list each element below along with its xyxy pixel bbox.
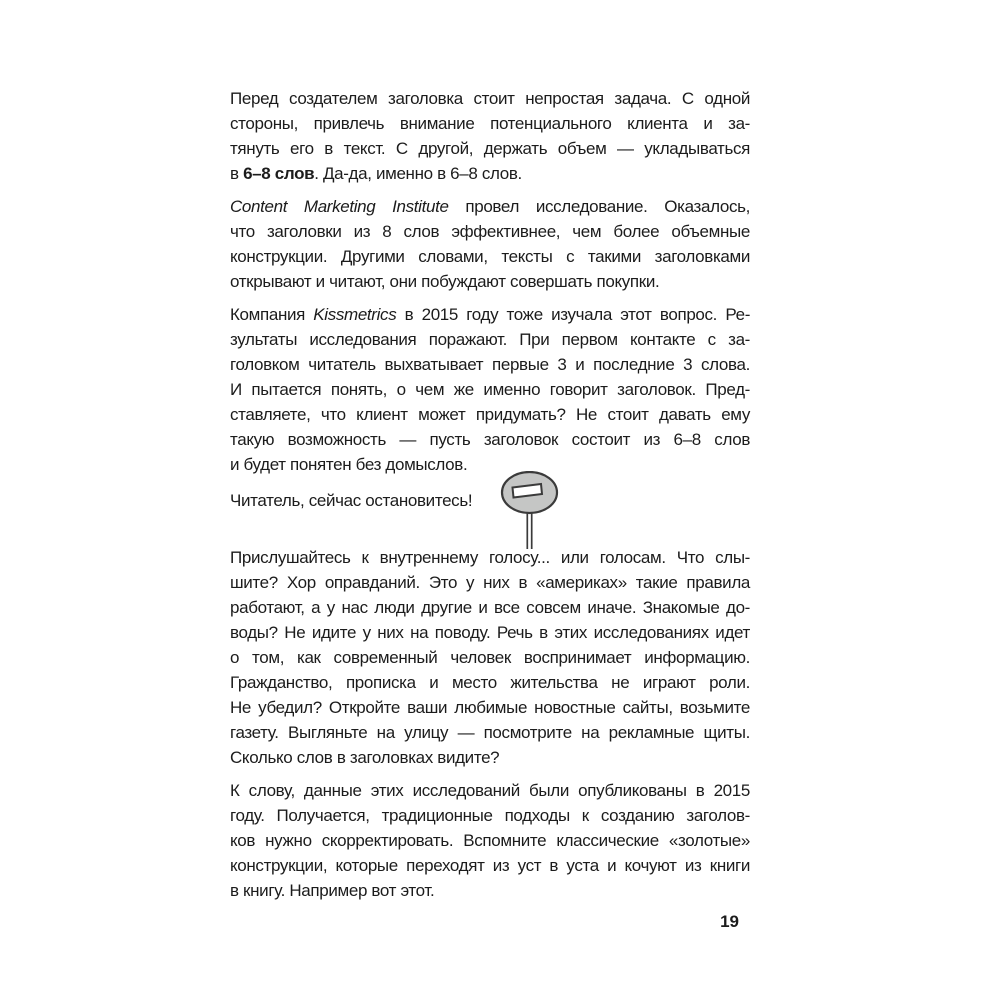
text-line [230, 302, 750, 327]
text-run: конструкции, которые переходят из уст в уста и кочуют из книги [230, 856, 750, 875]
text-line [230, 161, 750, 186]
text-line [230, 352, 750, 377]
text-line [230, 645, 750, 670]
text-run: головком читатель выхватывает первые 3 и последние 3 слова. [230, 355, 750, 374]
stop-callout-text: Читатель, сейчас остановитесь! [230, 491, 473, 510]
text-line [230, 570, 750, 595]
page-number: 19 [720, 912, 739, 931]
paragraph [230, 86, 750, 186]
stop-sign-icon [500, 471, 560, 551]
text-line [230, 427, 750, 452]
paragraph [230, 778, 750, 903]
stop-callout [230, 485, 750, 539]
text-run: и будет понятен без домыслов. [230, 455, 468, 474]
text-run: К слову, данные этих исследований были опубликованы в 2015 [230, 781, 750, 800]
text-line [230, 595, 750, 620]
paragraph [230, 302, 750, 477]
text-line [230, 778, 750, 803]
italic-run: Kissmetrics [313, 305, 397, 324]
text-run: Сколько слов в заголовках видите? [230, 748, 500, 767]
text-line [230, 402, 750, 427]
text-run: газету. Выгляньте на улицу — посмотрите на рекламные щиты. [230, 723, 750, 742]
text-run: что заголовки из 8 слов эффективнее, чем более объемные [230, 222, 750, 241]
text-run: работают, а у нас люди другие и все совсем иначе. Знакомые до- [230, 598, 750, 617]
text-line [230, 136, 750, 161]
text-line [230, 327, 750, 352]
bold-run: 6–8 слов [243, 164, 315, 183]
text-run: стороны, привлечь внимание потенциального клиента и за- [230, 114, 750, 133]
text-run: Не убедил? Откройте ваши любимые новостные сайты, возьмите [230, 698, 750, 717]
text-line [230, 377, 750, 402]
text-line [230, 695, 750, 720]
paragraph [230, 194, 750, 294]
text-run: Прислушайтесь к внутреннему голосу... или голосам. Что слы- [230, 548, 750, 567]
text-run: в 2015 году тоже изучала этот вопрос. Ре- [396, 305, 751, 324]
text-run: Перед создателем заголовка стоит непростая задача. С одной [230, 89, 750, 108]
text-line [230, 194, 750, 219]
text-run: воды? Не идите у них на поводу. Речь в этих исследованиях идет [230, 623, 750, 642]
page-text [230, 86, 750, 911]
text-run: открывают и читают, они побуждают совершать покупки. [230, 272, 660, 291]
text-line [230, 828, 750, 853]
text-line [230, 244, 750, 269]
text-line [230, 720, 750, 745]
text-run: Компания [230, 305, 314, 324]
text-run: году. Получается, традиционные подходы к созданию заголов- [230, 806, 750, 825]
text-run: в книгу. Например вот этот. [230, 881, 435, 900]
text-line [230, 853, 750, 878]
text-run: зультаты исследования поражают. При первом контакте с за- [230, 330, 750, 349]
italic-run: Content Marketing Institute [230, 197, 449, 216]
text-run: . Да-да, именно в 6–8 слов. [314, 164, 522, 183]
text-run: И пытается понять, о чем же именно говорит заголовок. Пред- [230, 380, 750, 399]
text-line [230, 670, 750, 695]
text-line [230, 219, 750, 244]
text-run: такую возможность — пусть заголовок состоит из 6–8 слов [230, 430, 750, 449]
paragraph [230, 545, 750, 770]
text-line [230, 111, 750, 136]
text-line [230, 745, 750, 770]
text-run: шите? Хор оправданий. Это у них в «америках» такие правила [230, 573, 750, 592]
text-line [230, 86, 750, 111]
text-line [230, 620, 750, 645]
text-run: о том, как современный человек воспринимает информацию. [230, 648, 750, 667]
text-run: в [230, 164, 244, 183]
text-run: конструкции. Другими словами, тексты с такими заголовками [230, 247, 750, 266]
sign-bar [513, 484, 543, 498]
text-run: ков нужно скорректировать. Вспомните классические «золотые» [230, 831, 750, 850]
text-line [230, 545, 750, 570]
text-line [230, 452, 750, 477]
text-run: Гражданство, прописка и место жительства не играют роли. [230, 673, 750, 692]
text-run: тянуть его в текст. С другой, держать объем — укладываться [230, 139, 750, 158]
text-line [230, 878, 750, 903]
text-run: ставляете, что клиент может придумать? Не стоит давать ему [230, 405, 750, 424]
text-run: провел исследование. Оказалось, [448, 197, 750, 216]
text-line [230, 803, 750, 828]
text-line [230, 269, 750, 294]
